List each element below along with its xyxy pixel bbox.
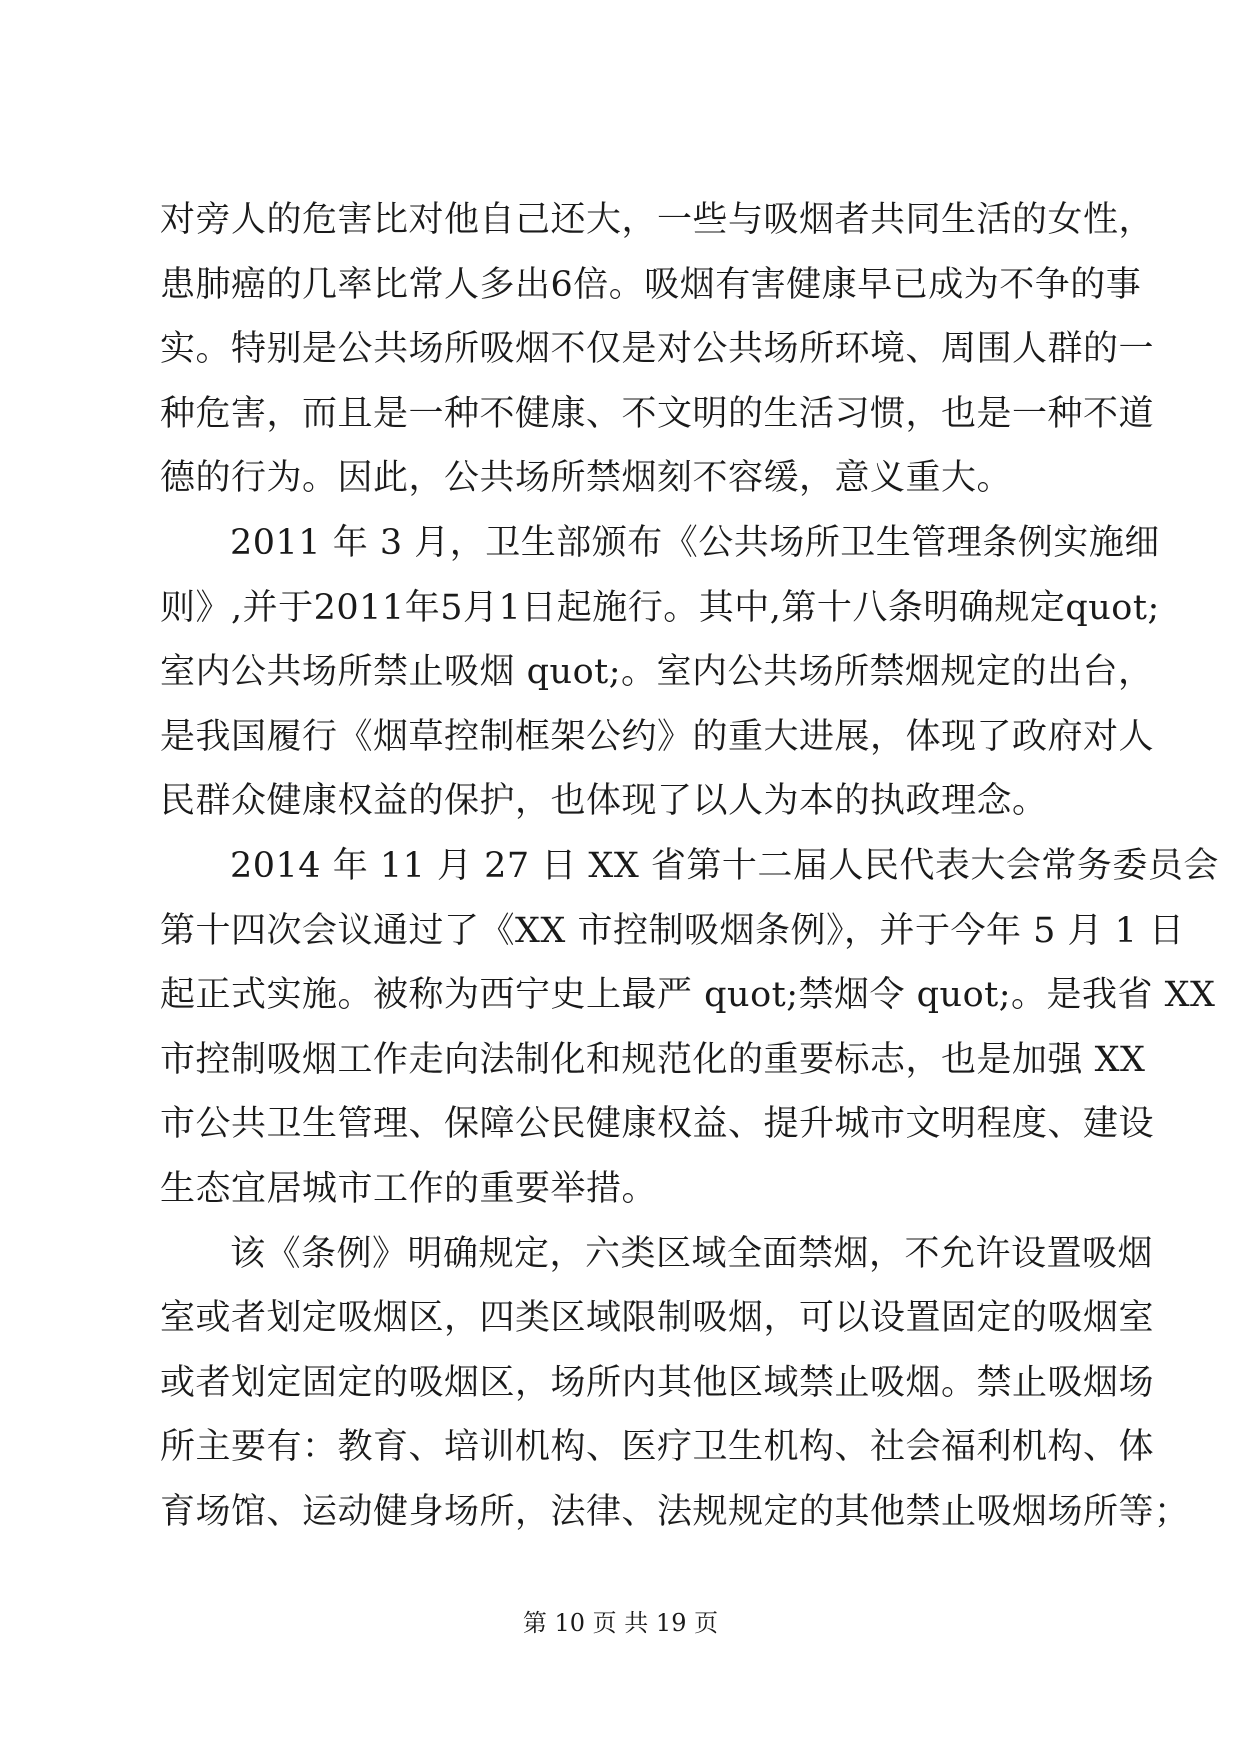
text-line: 所主要有：教育、培训机构、医疗卫生机构、社会福利机构、体 — [160, 1427, 1155, 1468]
text-line: 对旁人的危害比对他自己还大，一些与吸烟者共同生活的女性， — [160, 200, 1155, 240]
text-line: 则》,并于2011年5月1日起施行。其中,第十八条明确规定quot; — [160, 587, 1160, 628]
paragraph-continuation — [160, 188, 1155, 511]
paragraph-ordinance-details — [160, 1222, 1190, 1545]
text-line: 起正式实施。被称为西宁史上最严 quot;禁烟令 quot;。是我省 XX — [160, 975, 1216, 1016]
text-line: 种危害，而且是一种不健康、不文明的生活习惯，也是一种不道 — [160, 393, 1155, 434]
paragraph-2011-regulation — [160, 511, 1160, 834]
text-line: 第十四次会议通过了《XX 市控制吸烟条例》，并于今年 5 月 1 日 — [160, 910, 1185, 951]
text-line: 育场馆、运动健身场所，法律、法规规定的其他禁止吸烟场所等； — [160, 1491, 1190, 1532]
text-line: 患肺癌的几率比常人多出6倍。吸烟有害健康早已成为不争的事 — [160, 264, 1142, 305]
text-line: 德的行为。因此，公共场所禁烟刻不容缓，意义重大。 — [160, 458, 1013, 499]
text-line: 或者划定固定的吸烟区，场所内其他区域禁止吸烟。禁止吸烟场 — [160, 1362, 1155, 1403]
text-line: 该《条例》明确规定，六类区域全面禁烟，不允许设置吸烟 — [230, 1233, 1154, 1274]
text-line: 室或者划定吸烟区，四类区域限制吸烟，可以设置固定的吸烟室 — [160, 1298, 1155, 1339]
text-line: 2011 年 3 月，卫生部颁布《公共场所卫生管理条例实施细 — [230, 522, 1160, 563]
text-line: 2014 年 11 月 27 日 XX 省第十二届人民代表大会常务委员会 — [230, 845, 1219, 886]
text-line: 是我国履行《烟草控制框架公约》的重大进展，体现了政府对人 — [160, 716, 1155, 757]
text-line: 实。特别是公共场所吸烟不仅是对公共场所环境、周围人群的一 — [160, 329, 1155, 370]
text-line: 市控制吸烟工作走向法制化和规范化的重要标志，也是加强 XX — [160, 1039, 1146, 1080]
text-line: 室内公共场所禁止吸烟 quot;。室内公共场所禁烟规定的出台， — [160, 652, 1154, 693]
document-body — [160, 188, 1219, 1544]
text-line: 市公共卫生管理、保障公民健康权益、提升城市文明程度、建设 — [160, 1104, 1155, 1145]
page-footer — [0, 1608, 1241, 1638]
text-line: 民群众健康权益的保护，也体现了以人为本的执政理念。 — [160, 781, 1048, 822]
paragraph-2014-ordinance — [160, 834, 1219, 1222]
page-number-label: 第 10 页 共 19 页 — [522, 1609, 719, 1637]
text-line: 生态宜居城市工作的重要举措。 — [160, 1168, 658, 1209]
